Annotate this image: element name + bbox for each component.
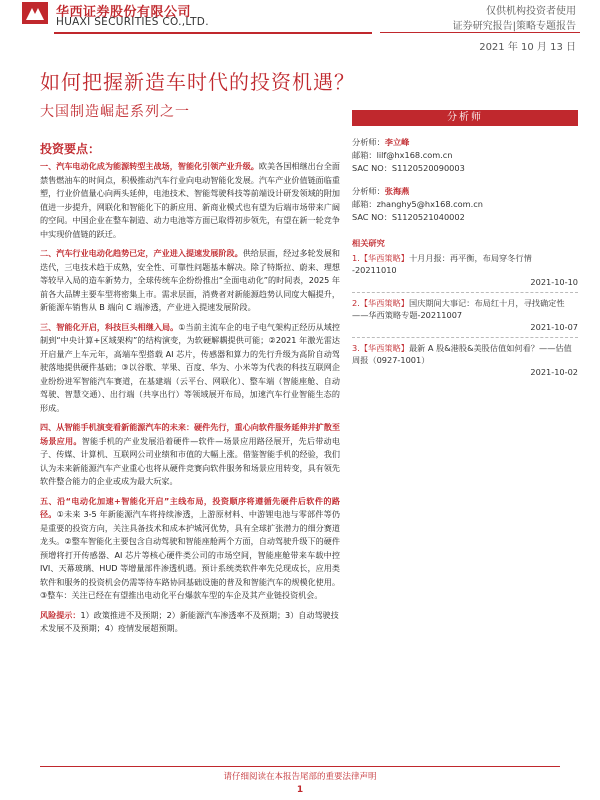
key-point-2 xyxy=(40,247,340,315)
company-name-cn: 华西证券股份有限公司 xyxy=(56,5,192,20)
analyst-card xyxy=(352,136,578,175)
company-logo-icon xyxy=(22,2,48,24)
key-point-body: ①当前主流车企的电子电气架构正经历从域控制到“中央计算+区域架构”的结构演变，为软硬解耦提供可能；②2021 年激光雷达开启量产上车元年，高端车型搭载 AI 芯片，传感器和算力的先行升级为高阶自动驾驶落地提供硬件基础；③以谷歌、苹果、百度、华为、小米等为代表的科技互联网企业纷纷进军智能汽车赛道，在基建端（云平台、网联化）、整车端（智能座舱、自动驾驶、智慧交通）、出行端（共享出行）等领域展开布局，加速汽车行业智能生态的形成。 xyxy=(40,321,340,413)
key-point-4 xyxy=(40,421,340,489)
analyst-card xyxy=(352,185,578,224)
report-title: 如何把握新造车时代的投资机遇？ xyxy=(40,70,355,94)
related-item-tag: 1.【华西策略】 xyxy=(352,253,409,263)
related-research xyxy=(352,238,578,378)
key-point-3 xyxy=(40,321,340,416)
related-item[interactable] xyxy=(352,297,578,321)
risk-lead: 风险提示： xyxy=(40,609,81,620)
key-point-1 xyxy=(40,160,340,241)
analyst-sac: SAC NO：S1120520090003 xyxy=(352,163,465,173)
key-point-lead: 二、汽车行业电动化趋势已定，产业进入提速发展阶段。 xyxy=(40,248,243,258)
key-point-body: ①未来 3-5 年新能源汽车将持续渗透，上游原材料、中游锂电池与零部件等仍是重要的投资方向，关注具备技术和成本护城河优势，具有全球扩张潜力的细分赛道龙头。②整车智能化主要包含自动驾驶和智能座舱两个方面，自动驾驶升级下的硬件预增将打开传感器、AI 芯片等核心硬件类公司的市场空间，智能座舱带来车载中控 IVI、天幕玻璃、HUD 等增量部件渗透机遇。预计系统类软件率先兑现成长，应用类软件和服务的投资机会仍需等待车路协同基础设施的普及和智能汽车的规模化使用。③整车：关注已经在有望推出电动化平台爆款车型的车企及其产业链投资机会。 xyxy=(40,509,340,600)
related-item-text: 最新 A 股&港股&美股估值如何看？——估值周报（0927-1001） xyxy=(352,343,572,365)
related-divider xyxy=(352,292,578,293)
analyst-name: 李立峰 xyxy=(384,137,410,147)
header-divider xyxy=(54,32,372,34)
key-point-lead: 三、智能化开启，科技巨头相继入局。 xyxy=(40,321,179,332)
risk-warning xyxy=(40,609,340,636)
key-point-body: 欧美各国相继出台全面禁售燃油车的时间点，积极推动汽车行业向电动智能化发展。汽车产业价值链面临重塑，行业价值量心向两头延伸，电池技术、智能驾驶科技等前端设计研发领域的附加值进一步提升，网联化和智能化下的新应用、新商业模式也有望为后端市场带来广阔的空间。中国企业在整车制造、动力电池等方面已取得初步领先，有望在新一轮竞争中实现价值链的跃迁。 xyxy=(40,161,340,239)
related-item[interactable] xyxy=(352,342,578,366)
key-point-lead: 四、从智能手机演变看新能源汽车的未来：硬件先行，重心向软件服务延伸并扩散至场景应用。 xyxy=(40,422,340,446)
key-points-title: 投资要点： xyxy=(40,142,101,156)
analyst-panel xyxy=(352,110,578,382)
related-item-text: 十月月报：再平衡，布局穿冬行情 -20211010 xyxy=(352,253,532,275)
related-item-date: 2021-10-10 xyxy=(530,277,578,287)
related-item-date: 2021-10-02 xyxy=(530,367,578,377)
related-item-date: 2021-10-07 xyxy=(530,322,578,332)
analyst-email[interactable]: 邮箱：lilf@hx168.com.cn xyxy=(352,150,453,160)
report-date: 2021 年 10 月 13 日 xyxy=(479,42,576,53)
related-item-tag: 3.【华西策略】 xyxy=(352,343,409,353)
footer-legal-notice: 请仔细阅读在本报告尾部的重要法律声明 xyxy=(223,772,377,782)
related-item[interactable] xyxy=(352,252,578,276)
analyst-email[interactable]: 邮箱：zhanghy5@hx168.com.cn xyxy=(352,199,483,209)
header-divider-right xyxy=(380,32,580,33)
key-point-body: 智能手机的产业发展沿着硬件—软件—场景应用路径展开，先后带动电子、传媒、计算机、互联网公司业绩和市值的大幅上涨。借鉴智能手机的经验，我们认为未来新能源汽车产业重心也将从硬件竞赛向软件服务和场景应用转变，具有领先软件整合能力的企业或成为最大玩家。 xyxy=(40,435,340,486)
page-number: 1 xyxy=(296,785,304,795)
key-point-lead: 一、汽车电动化成为能源转型主战场，智能化引领产业升级。 xyxy=(40,161,259,171)
related-research-title: 相关研究 xyxy=(352,238,385,248)
analyst-label: 分析师： xyxy=(352,186,385,196)
report-type-tag: 证券研究报告|策略专题报告 xyxy=(452,21,576,32)
analyst-sac: SAC NO：S1120521040002 xyxy=(352,212,465,222)
related-item-tag: 2.【华西策略】 xyxy=(352,298,409,308)
risk-body: 1）政策推进不及预期；2）新能源汽车渗透率不及预期；3）自动驾驶技术发展不及预期；4）疫情发展超预期。 xyxy=(40,609,339,633)
audience-tag: 仅供机构投资者使用 xyxy=(486,6,576,17)
footer-divider xyxy=(40,766,560,767)
analyst-panel-header: 分析师 xyxy=(352,110,578,126)
key-point-lead: 五、沿“电动化加速+智能化开启”主线布局，投资顺序将遵循先硬件后软件的路径。 xyxy=(40,495,340,519)
key-points-section xyxy=(40,140,340,636)
analyst-name: 张海燕 xyxy=(384,186,410,196)
key-point-5 xyxy=(40,495,340,603)
analyst-label: 分析师： xyxy=(352,137,385,147)
report-subtitle: 大国制造崛起系列之一 xyxy=(40,104,190,120)
company-name-en: HUAXI SECURITIES CO.,LTD. xyxy=(56,16,209,28)
related-item-text: 国庆期间大事记：布局红十月，寻找确定性——华西策略专题-20211007 xyxy=(352,298,565,320)
key-point-body: 供给层面，经过多轮发展和迭代，三电技术趋于成熟，安全性、可靠性问题基本解决。除了特斯拉、蔚来、理想等较早入局的造车新势力，全球传统车企纷纷推出“全面电动化”的时间表，2025 年前各大品牌主要车型将密集上市。需求层面，消费者对新能源趋势认同度大幅提升，新能源车销售从 B 端向 C 端渗透，产业进入提速发展阶段。 xyxy=(40,248,340,312)
related-divider xyxy=(352,337,578,338)
